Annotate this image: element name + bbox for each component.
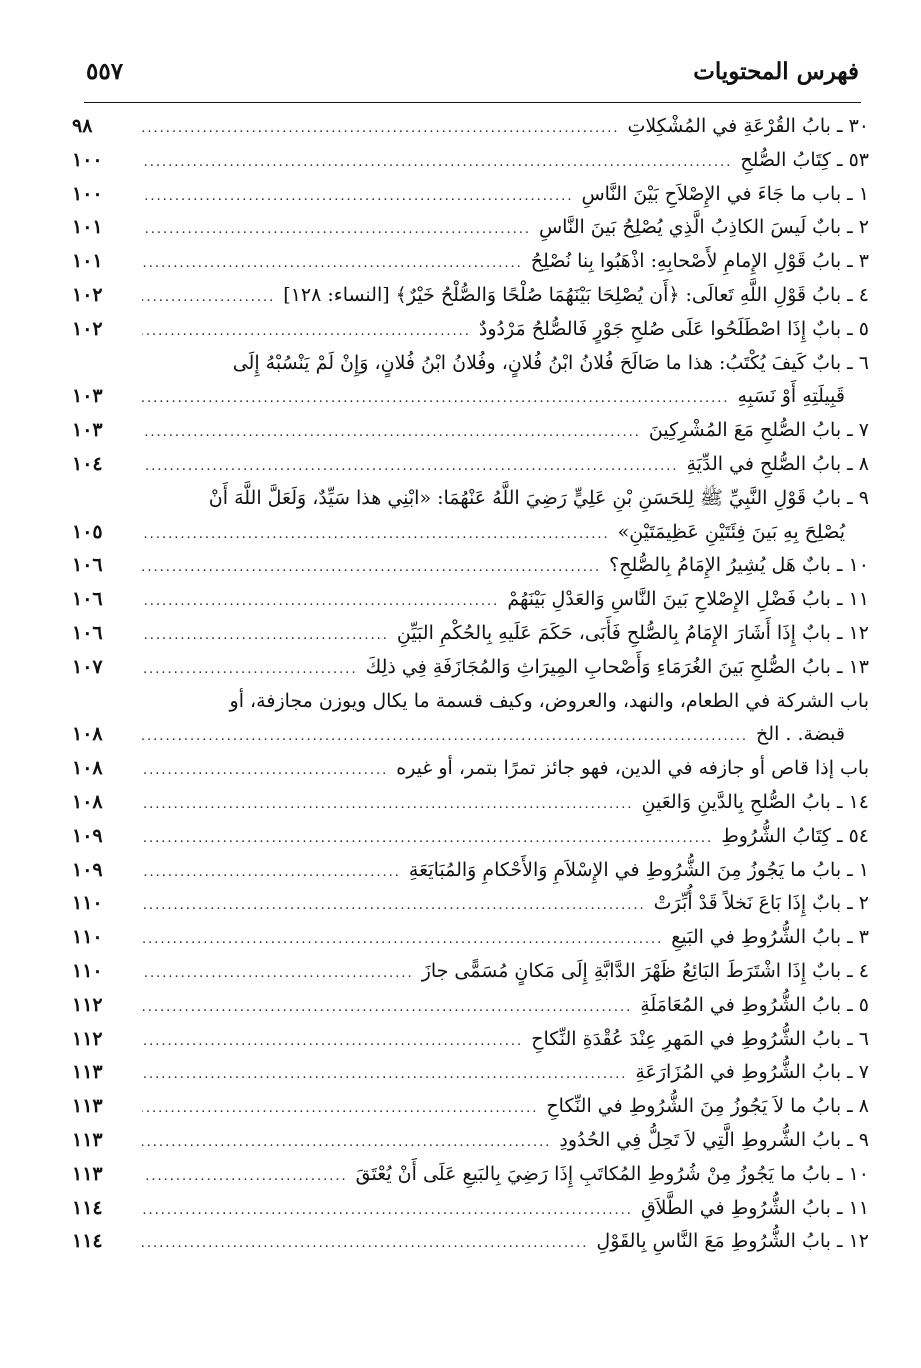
entry-page-number: ١١٠	[72, 959, 103, 982]
entry-page-number: ١٠٠	[72, 148, 103, 171]
entry-page-number: ١١٠	[72, 926, 103, 949]
dot-leader	[142, 1092, 538, 1126]
entry-title: ٩ ـ بابُ الشُّروطِ الَّتِي لاَ تَحِلُّ فِي الحُدُودِ	[559, 1128, 869, 1151]
entry-title: ٣ ـ بابُ قَوْلِ الإِمامِ لأَصْحابِهِ: اذْهَبُوا بِنا نُصْلِحُ	[530, 250, 869, 273]
entry-page-number: ١٠٣	[72, 385, 103, 408]
entry-page-number: ١٠٩	[72, 824, 103, 847]
entry-page-number: ١١٤	[72, 1230, 103, 1253]
entry-title: ٧ ـ بابُ الصُّلحِ مَعَ المُشْرِكِينَ	[648, 419, 869, 442]
entry-page-number: ١٠٨	[72, 723, 103, 746]
entry-page-number: ١١٣	[72, 1061, 103, 1084]
entry-title: ٣٠ ـ بابُ القُرْعَةِ في المُشْكِلاتِ	[627, 115, 869, 137]
entry-title: ٤ ـ بابٌ إِذَا اشْتَرَطَ البَائِعُ ظَهْرَ الدَّابَّةِ إِلَى مَكانٍ مُسَمًّى جازَ	[421, 959, 869, 982]
entry-page-number: ١١٠	[72, 892, 103, 915]
dot-leader	[142, 991, 632, 1025]
entry-page-number: ١٠٧	[72, 655, 103, 678]
dot-leader	[142, 754, 388, 788]
toc-entry	[72, 617, 869, 651]
entry-page-number: ١١٣	[72, 1095, 103, 1118]
dot-leader	[142, 1194, 633, 1228]
dot-leader	[142, 788, 634, 822]
toc-entry	[72, 989, 869, 1023]
toc-entry	[72, 178, 869, 212]
entry-title: ٧ ـ بابُ الشُّرُوطِ في المُزَارَعَةِ	[635, 1061, 869, 1084]
entry-title: ٨ ـ بابُ الصُّلحِ في الدِّيَةِ	[686, 452, 869, 475]
dot-leader	[142, 653, 358, 687]
dot-leader	[142, 180, 573, 214]
entry-page-number: ١٠٦	[72, 554, 103, 577]
toc-entry	[72, 921, 869, 955]
dot-leader	[142, 213, 531, 247]
entry-page-number: ١١٤	[72, 1196, 103, 1219]
dot-leader	[142, 1227, 588, 1261]
entry-title: ٦ ـ بابُ الشُّرُوطِ في المَهرِ عِنْدَ عُقْدَةِ النِّكاحِ	[531, 1027, 869, 1050]
toc-entry	[72, 144, 869, 178]
entry-page-number: ١٠٩	[72, 858, 103, 881]
entry-page-number: ١٠١	[72, 250, 103, 273]
entry-title: ٢ ـ بابٌ إِذَا بَاعَ نَخلاً قَدْ أُبِّرَتْ	[653, 892, 869, 915]
dot-leader	[142, 720, 748, 754]
entry-page-number: ١٠٥	[72, 520, 103, 543]
entry-title: ٥٣ ـ كِتَابُ الصُّلحِ	[740, 148, 869, 171]
entry-page-number: ١٠٠	[72, 182, 103, 205]
page-header	[86, 58, 859, 94]
dot-leader	[142, 957, 414, 991]
toc-entry	[72, 651, 869, 685]
entry-title: ٦ ـ بابٌ كَيفَ يُكْتَبُ: هذا ما صَالَحَ فُلانُ ابْنُ فُلانٍ، وفُلانُ ابْنُ فُلانٍ، وَإِنْ لَمْ يَنْسُبْهُ إِلَى	[232, 351, 869, 374]
toc-entry	[72, 1090, 869, 1124]
dot-leader	[142, 281, 275, 315]
toc-entry	[72, 854, 869, 888]
page-number: ٥٥٧	[86, 58, 124, 85]
dot-leader	[142, 1058, 627, 1092]
dot-leader	[142, 1025, 523, 1059]
entry-page-number: ١٠٨	[72, 790, 103, 813]
entry-title: يُصْلِحَ بِهِ بَينَ فِئَتَيْنِ عَظِيمَتَيْنِ»	[617, 520, 845, 543]
running-title: فهرس المحتويات	[693, 58, 859, 85]
toc-entry	[72, 786, 869, 820]
toc-entry	[72, 110, 869, 144]
toc-entry	[72, 549, 869, 583]
dot-leader	[142, 112, 620, 146]
entry-title: ١ ـ باب ما جَاءَ في الإِصْلاَحِ بَيْنَ النَّاسِ	[581, 182, 869, 205]
entry-title: ٣ ـ بابُ الشُّرُوطِ في البَيعِ	[671, 926, 869, 949]
entry-title: ٤ ـ بابُ قَوْلِ اللَّهِ تَعالَى: ﴿أَن يُصْلِحَا بَيْنَهُمَا صُلْحًا وَالصُّلْحُ خَيْرٌ﴾ [النساء: ١٢٨]	[283, 283, 869, 306]
toc-entry	[72, 448, 869, 482]
toc-entry	[72, 414, 869, 448]
toc-entry	[72, 1056, 869, 1090]
toc-entry	[72, 1158, 869, 1192]
toc-entry	[72, 1124, 869, 1158]
toc-entry	[72, 685, 869, 719]
entry-page-number: ١١٢	[72, 993, 103, 1016]
dot-leader	[142, 585, 499, 619]
entry-title: ٥ ـ بابُ الشُّرُوطِ في المُعَامَلَةِ	[640, 993, 869, 1016]
entry-title: ٨ ـ بابُ ما لاَ يَجُوزُ مِنَ الشُّرُوطِ في النِّكاحِ	[546, 1095, 869, 1118]
dot-leader	[142, 146, 732, 180]
entry-title: ٢ ـ بابٌ لَيسَ الكاذِبُ الَّذِي يُصْلِحُ بَينَ النَّاسِ	[538, 216, 869, 239]
entry-title: ٥٤ ـ كِتَابُ الشُّرُوطِ	[721, 824, 869, 847]
dot-leader	[142, 889, 646, 923]
dot-leader	[142, 315, 471, 349]
entry-title: ١١ ـ بابُ الشُّرُوطِ في الطَّلاَقِ	[640, 1196, 869, 1219]
entry-page-number: ١٠٦	[72, 588, 103, 611]
entry-title: ١٤ ـ بابُ الصُّلحِ بِالدَّينِ وَالعَينِ	[641, 790, 869, 813]
dot-leader	[142, 856, 401, 890]
entry-title: ١ ـ بابُ ما يَجُوزُ مِنَ الشُّرُوطِ في الإِسْلاَمِ وَالأَحْكامِ وَالمُبَايَعَةِ	[408, 858, 869, 881]
toc-entry	[72, 482, 869, 516]
entry-title: ١٢ ـ بابٌ إِذَا أَشَارَ الإِمَامُ بِالصُّلحِ فَأَبَى، حَكَمَ عَلَيهِ بِالحُكْمِ البَيِّنِ	[396, 621, 869, 644]
dot-leader	[142, 923, 663, 957]
toc-entry	[72, 516, 869, 550]
toc-entry	[72, 1023, 869, 1057]
entry-title: قَبِيلَتِهِ أَوْ نَسَبِهِ	[737, 385, 845, 408]
entry-title: باب الشركة في الطعام، والنهد، والعروض، وكيف قسمة ما يكال ويوزن مجازفة، أو	[229, 689, 869, 712]
toc-entry	[72, 380, 869, 414]
entry-page-number: ١٠٨	[72, 757, 103, 780]
entry-title: ١٠ ـ بابُ ما يَجُوزُ مِنْ شُرُوطِ المُكاتَبِ إِذَا رَضِيَ بِالبَيعِ عَلَى أَنْ يُعْتَقَ	[355, 1162, 869, 1185]
toc-entry	[72, 347, 869, 381]
entry-page-number: ١٠٦	[72, 621, 103, 644]
dot-leader	[142, 551, 601, 585]
entry-page-number: ١٠٣	[72, 419, 103, 442]
dot-leader	[142, 382, 730, 416]
entry-title: ٥ ـ بابٌ إِذَا اصْطَلَحُوا عَلَى صُلحِ جَوْرٍ فَالصُّلحُ مَرْدُودٌ	[478, 317, 869, 340]
entry-page-number: ١١٢	[72, 1027, 103, 1050]
header-rule	[84, 102, 861, 103]
dot-leader	[142, 450, 679, 484]
toc-entry	[72, 887, 869, 921]
dot-leader	[142, 1126, 551, 1160]
entry-page-number: ١١٣	[72, 1162, 103, 1185]
entry-title: باب إذا قاص أو جازفه في الدين، فهو جائز تمرًا بتمر، أو غيره	[396, 757, 869, 780]
entry-page-number: ٩٨	[72, 115, 93, 137]
toc-entry	[72, 245, 869, 279]
toc-entry	[72, 313, 869, 347]
entry-page-number: ١٠٢	[72, 283, 103, 306]
toc-entry	[72, 1225, 869, 1259]
entry-page-number: ١٠١	[72, 216, 103, 239]
entry-page-number: ١٠٢	[72, 317, 103, 340]
entry-title: ١٢ ـ بابُ الشُّرُوطِ مَعَ النَّاسِ بِالقَوْلِ	[596, 1230, 869, 1253]
toc-entry	[72, 1192, 869, 1226]
entry-title: ١٣ ـ بابُ الصُّلحِ بَينَ الغُرَمَاءِ وَأَصْحابِ المِيرَاثِ وَالمُجَازَفَةِ فِي ذلِكَ	[365, 655, 869, 678]
dot-leader	[142, 1160, 348, 1194]
entry-title: قبضة. . الخ	[756, 723, 845, 746]
toc-entry	[72, 583, 869, 617]
toc-entry	[72, 820, 869, 854]
dot-leader	[142, 247, 523, 281]
dot-leader	[142, 822, 713, 856]
entry-page-number: ١١٣	[72, 1128, 103, 1151]
entry-title: ٩ ـ بابُ قَوْلِ النَّبِيِّ ﷺ لِلحَسَنِ بْنِ عَلِيٍّ رَضِيَ اللَّهُ عَنْهُمَا: «ابْنِي هذا سَيِّدٌ، وَلَعَلَّ اللَّهَ أَنْ	[208, 486, 869, 509]
toc-entry	[72, 279, 869, 313]
dot-leader	[142, 518, 610, 552]
entry-title: ١٠ ـ بابٌ هَل يُشِيرُ الإِمَامُ بِالصُّلحِ؟	[609, 554, 869, 577]
entry-title: ١١ ـ بابُ فَضْلِ الإِصْلاحِ بَينَ النَّاسِ وَالعَدْلِ بَيْنَهُمْ	[507, 588, 869, 611]
toc-entry	[72, 752, 869, 786]
toc-entry	[72, 718, 869, 752]
toc-entry	[72, 955, 869, 989]
entry-page-number: ١٠٤	[72, 452, 103, 475]
table-of-contents	[72, 110, 869, 1328]
toc-entry	[72, 211, 869, 245]
dot-leader	[142, 416, 641, 450]
dot-leader	[142, 619, 389, 653]
